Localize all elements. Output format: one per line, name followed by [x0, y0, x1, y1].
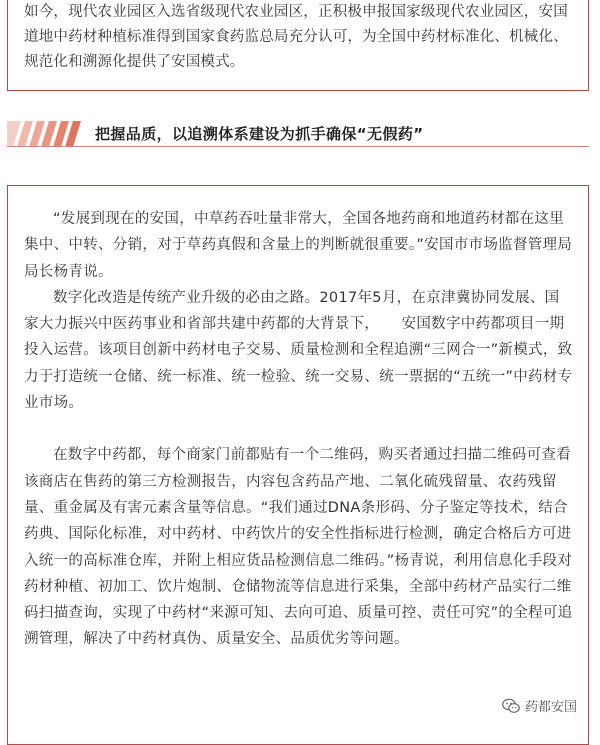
heading-stripe-decoration: [7, 121, 87, 147]
heading-title: 把握品质，以追溯体系建设为抓手确保“无假药”: [95, 125, 424, 143]
top-section-text: [24, 0, 572, 75]
paragraph-qrcode: 在数字中药都，每个商家门前都贴有一个二维码，购买者通过扫描二维码可查看该商店在售药的第三方检测报告，内容包含药品产地、二氧化硫残留量、农药残留量、重金属及有害元素含量等信息。“我们通过DNA条形码、分子鉴定等技术，结合药典、国际化标准，对中药材、中药饮片的安全性指标进行检测，确定合格后方可进入统一的高标准仓库，并附上相应货品检测信息二维码。”杨青说，利用信息化手段对药材种植、初加工、饮片炮制、仓储物流等信息进行采集，全部中药材产品实行二维码扫描查询，实现了中药材“来源可知、去向可追、质量可控、责任可究”的全程可追溯管理，解决了中药材真伪、质量安全、品质优劣等问题。: [24, 447, 573, 648]
main-section-text: [24, 206, 574, 653]
heading-underline: [7, 146, 589, 147]
watermark: [499, 695, 580, 716]
paragraph-digital: 数字化改造是传统产业升级的必由之路。2017年5月，在京津冀协同发展、国家大力振兴中医药事业和省部共建中药都的大背景下， 安国数字中药都项目一期投入运营。该项目创新中药材电子交易、质量检测和全程追溯“三网合一”新模式，致力于打造统一仓储、统一标准、统一检验、统一交易、统一票据的“五统一”中药材专业市场。: [24, 289, 573, 412]
section-heading: [7, 121, 589, 147]
top-paragraph: 如今，现代农业园区入选省级现代农业园区，正积极申报国家级现代农业园区，安国道地中药材种植标准得到国家食药监总局充分认可，为全国中药材标准化、机械化、规范化和溯源化提供了安国模式。: [24, 4, 568, 70]
paragraph-quote: “发展到现在的安国，中草药吞吐量非常大，全国各地药商和地道药材都在这里集中、中转、分销，对于草药真假和含量上的判断就很重要。”安国市市场监督管理局局长杨青说。: [24, 211, 573, 280]
wechat-icon: [502, 698, 520, 714]
watermark-label: 药都安国: [524, 700, 577, 715]
